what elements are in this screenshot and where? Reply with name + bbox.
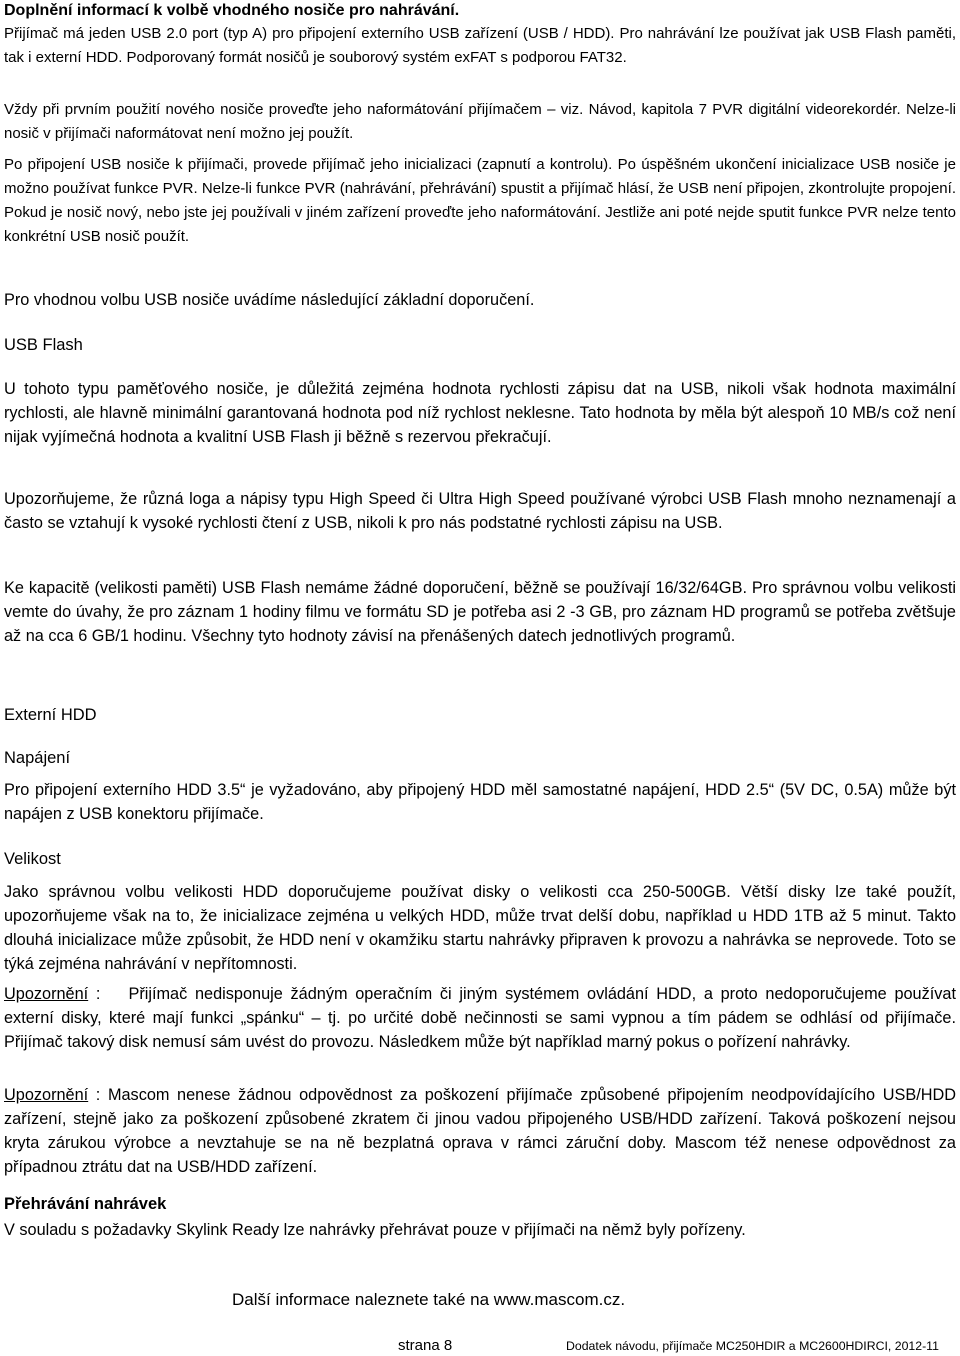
warning-1-label: Upozornění <box>4 985 89 1003</box>
document-title: Doplnění informací k volbě vhodného nosiče pro nahrávání. <box>4 2 460 19</box>
more-info-text: Další informace naleznete také na www.mascom.cz. <box>232 1290 626 1309</box>
warning-2-label: Upozornění <box>4 1086 89 1104</box>
recommendation-paragraph: Pro vhodnou volbu USB nosiče uvádíme následující základní doporučení. <box>4 291 535 309</box>
playback-paragraph: V souladu s požadavky Skylink Ready lze nahrávky přehrávat pouze v přijímači na němž byly pořízeny. <box>4 1221 746 1239</box>
warning-1-separator: : <box>88 985 101 1003</box>
warning-2-text: Mascom nenese žádnou odpovědnost za poškození přijímače způsobené připojením neodpovídajícího USB/HDD zařízení, stejně jako za poškození způsobené zkratem či jinou vadou připojeného USB/HDD zařízení. Taková poškození nejsou kryta zárukou výrobce a nevztahuje se na ně bezplatná oprava v rámci záruční doby. Mascom též nenese odpovědnost za případnou ztrátu dat na USB/HDD zařízení. <box>4 1086 956 1176</box>
warning-1-paragraph <box>4 982 956 1054</box>
init-note-paragraph: Po připojení USB nosiče k přijímači, provede přijímač jeho inicializaci (zapnutí a kontrolu). Po úspěšném ukončení inicializace USB nosiče je možno používat funkce PVR. Nelze-li funkce PVR (nahrávání, přehrávání) spustit a přijímač hlásí, že USB není připojen, zkontrolujte propojení. Pokud je nosič nový, nebo jste jej používali v jiném zařízení proveďte jeho naformátování. Jestliže ani poté nejde sputit funkce PVR nelze tento konkrétní USB nosič použít. <box>4 156 956 245</box>
playback-heading: Přehrávání nahrávek <box>4 1195 167 1213</box>
usb-flash-heading: USB Flash <box>4 336 83 354</box>
usb-flash-paragraph-3: Ke kapacitě (velikosti paměti) USB Flash nemáme žádné doporučení, běžně se používají 16/32/64GB. Pro správnou volbu velikosti vemte do úvahy, že pro záznam 1 hodiny filmu ve formátu SD je potřeba asi 2 -3 GB, pro záznam HD programů se potřeba zvětšuje až na cca 6 GB/1 hodinu. Všechny tyto hodnoty závisí na přenášených datech jednotlivých programů. <box>4 579 956 645</box>
usb-flash-paragraph-1: U tohoto typu paměťového nosiče, je důležitá zejména hodnota rychlosti zápisu dat na USB, nikoli však hodnota maximální rychlosti, ale hlavně minimální garantovaná hodnota pod níž rychlost neklesne. Tato hodnota by měla být alespoň 10 MB/s což není nijak vyjímečná hodnota a kvalitní USB Flash ji běžně s rezervou překračují. <box>4 380 956 446</box>
power-paragraph: Pro připojení externího HDD 3.5“ je vyžadováno, aby připojený HDD měl samostatné napájení, HDD 2.5“ (5V DC, 0.5A) může být napájen z USB konektoru přijímače. <box>4 781 956 823</box>
format-note-paragraph: Vždy při prvním použití nového nosiče proveďte jeho naformátování přijímačem – viz. Návod, kapitola 7 PVR digitální videorekordér. Nelze-li nosič v přijímači naformátovat není možno jej použít. <box>4 101 956 142</box>
warning-1-text: Přijímač nedisponuje žádným operačním či jiným systémem ovládání HDD, a proto nedoporučujeme používat externí disky, které mají funkci „spánku“ – tj. po určité době nečinnosti se sami vypnou a tím pádem se odhlásí od přijímače. Přijímač takový disk nemusí sám uvést do provozu. Následkem může být například marný pokus o pořízení nahrávky. <box>4 985 956 1051</box>
size-paragraph: Jako správnou volbu velikosti HDD doporučujeme používat disky o velikosti cca 250-500GB. Větší disky lze také použít, upozorňujeme však na to, že inicializace zejména u velkých HDD, může trvat delší dobu, například u HDD 1TB až 5 minut. Takto dlouhá inicializace může způsobit, že HDD není v okamžiku startu nahrávky připraven k provozu a nahrávka se neprovede. Toto se týká zejména nahrávání v nepřítomnosti. <box>4 883 956 973</box>
page-number: strana 8 <box>398 1337 453 1354</box>
document-footer-label: Dodatek návodu, přijímače MC250HDIR a MC2600HDIRCI, 2012-11 <box>566 1339 939 1353</box>
external-hdd-heading: Externí HDD <box>4 706 97 724</box>
intro-paragraph: Přijímač má jeden USB 2.0 port (typ A) pro připojení externího USB zařízení (USB / HDD). Pro nahrávání lze používat jak USB Flash paměti, tak i externí HDD. Podporovaný formát nosičů je souborový systém exFAT s podporou FAT32. <box>4 25 956 66</box>
warning-2-paragraph <box>4 1083 956 1179</box>
warning-2-separator: : <box>88 1086 101 1104</box>
size-heading: Velikost <box>4 850 61 868</box>
power-heading: Napájení <box>4 749 71 767</box>
usb-flash-paragraph-2: Upozorňujeme, že různá loga a nápisy typu High Speed či Ultra High Speed používané výrobci USB Flash mnoho neznamenají a často se vztahují k vysoké rychlosti čtení z USB, nikoli k pro nás podstatné rychlosti zápisu na USB. <box>4 490 956 532</box>
